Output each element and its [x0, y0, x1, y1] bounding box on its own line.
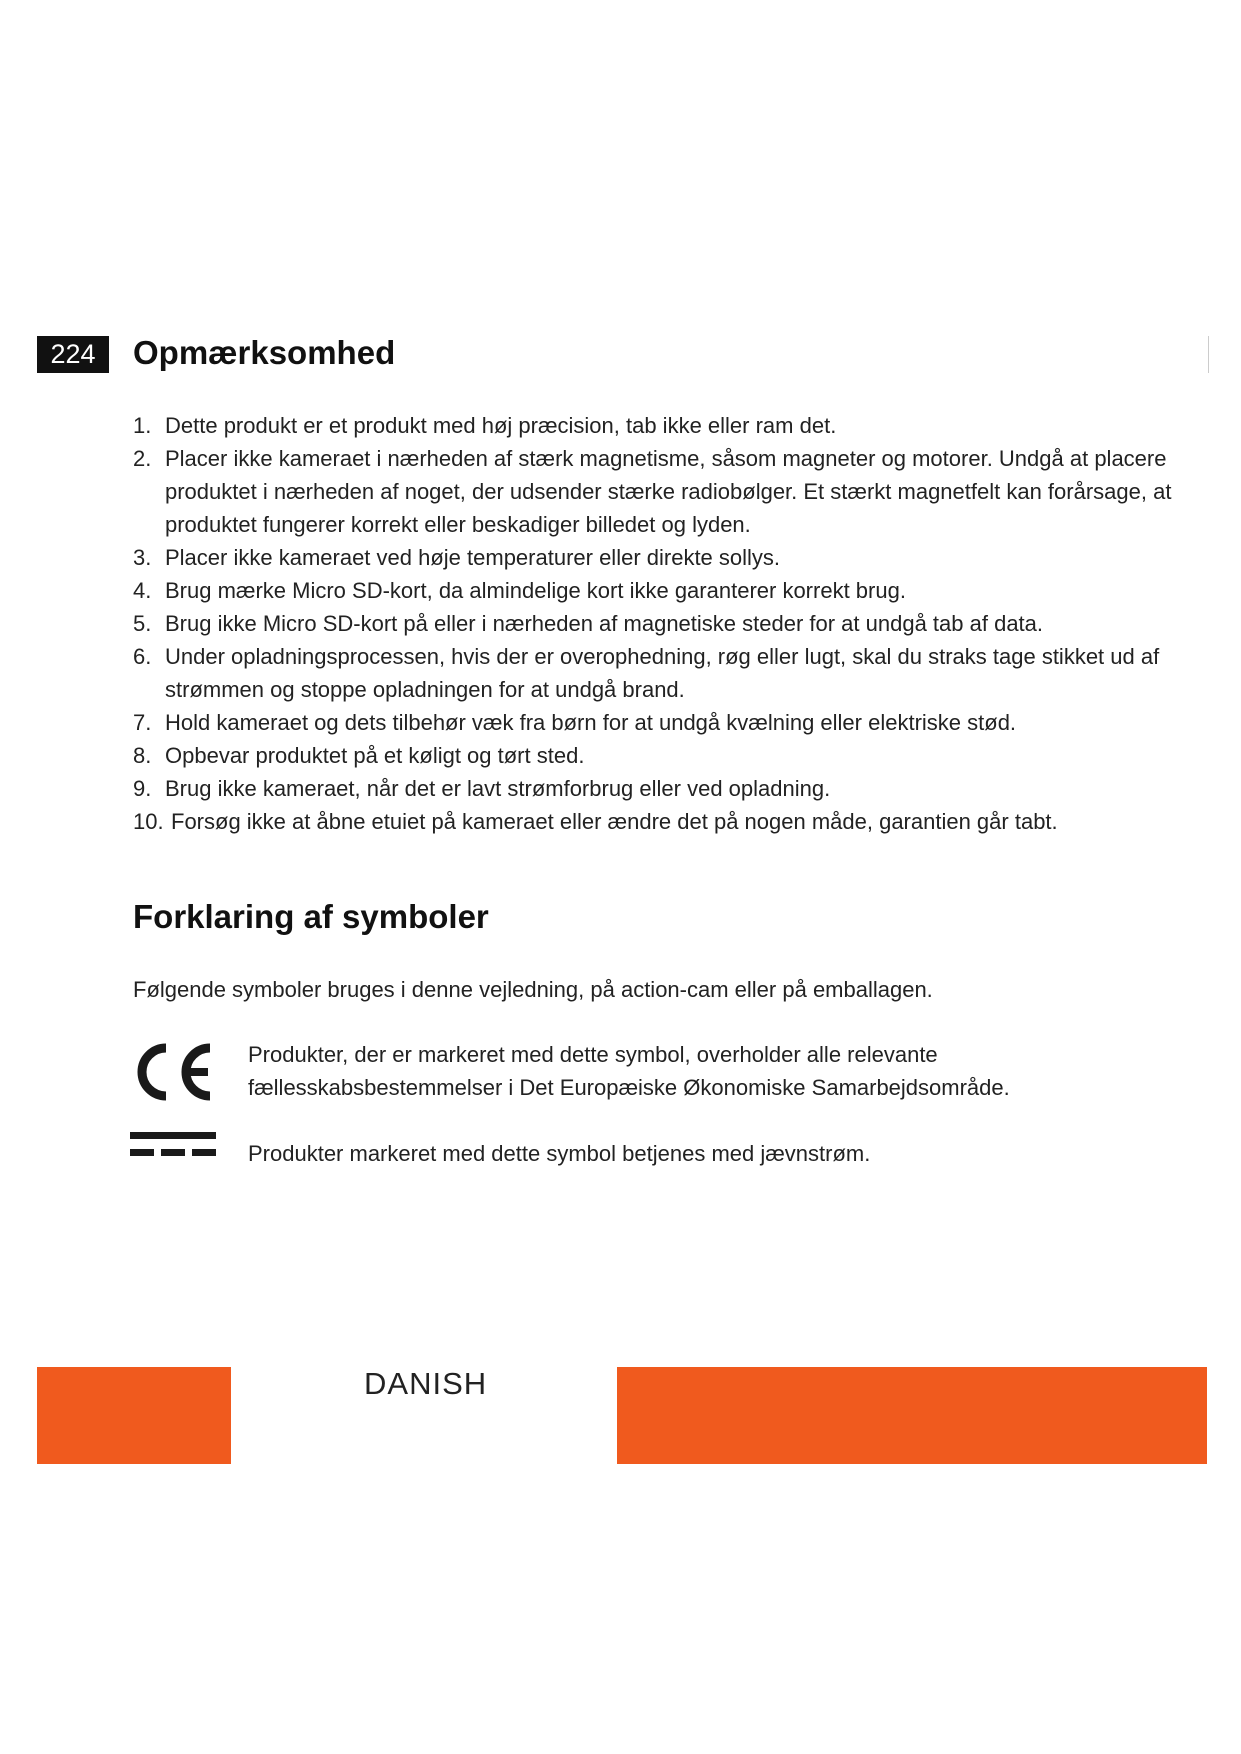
list-item: [133, 805, 1173, 838]
list-item-text: Placer ikke kameraet ved høje temperaturer eller direkte sollys.: [165, 545, 781, 570]
list-item-text: Placer ikke kameraet i nærheden af stærk magnetisme, såsom magneter og motorer. Undgå at placere produktet i nærheden af noget, der udsender stærke radiobølger. Et stærkt magnetfelt kan forårsage, at produktet fungerer korrekt eller beskadiger billedet og lyden.: [165, 446, 1172, 537]
list-item-number: 2.: [133, 446, 152, 471]
list-item: [133, 574, 1173, 607]
list-item-text: Hold kameraet og dets tilbehør væk fra børn for at undgå kvælning eller elektriske stød.: [165, 710, 1017, 735]
ce-c-shape: [142, 1048, 166, 1096]
page-number: 224: [37, 336, 109, 373]
footer-language-label: DANISH: [364, 1366, 488, 1401]
list-item-number: 8.: [133, 743, 152, 768]
list-item-text: Brug mærke Micro SD-kort, da almindelige kort ikke garanterer korrekt brug.: [165, 578, 906, 603]
dc-description: Produkter markeret med dette symbol betjenes med jævnstrøm.: [248, 1141, 871, 1166]
ce-e-bar: [186, 1068, 208, 1076]
list-item: [133, 442, 1173, 541]
list-item-text: Forsøg ikke at åbne etuiet på kameraet eller ændre det på nogen måde, garantien går tabt.: [171, 809, 1058, 834]
list-item-number: 6.: [133, 644, 152, 669]
symbols-intro: Følgende symboler bruges i denne vejledning, på action-cam eller på emballagen.: [133, 977, 933, 1002]
list-item: [133, 541, 1173, 574]
list-item-text: Brug ikke Micro SD-kort på eller i nærheden af magnetiske steder for at undgå tab af data.: [165, 611, 1044, 636]
list-item-text: Brug ikke kameraet, når det er lavt strømforbrug eller ved opladning.: [165, 776, 831, 801]
list-item-number: 7.: [133, 710, 152, 735]
list-item-text: Dette produkt er et produkt med høj præcision, tab ikke eller ram det.: [165, 413, 837, 438]
list-item: [133, 739, 1173, 772]
list-item-number: 4.: [133, 578, 152, 603]
dc-dash: [192, 1149, 216, 1156]
dc-solid-line: [130, 1132, 216, 1139]
list-item-number: 3.: [133, 545, 152, 570]
list-item: [133, 409, 1173, 442]
footer-accent-left: [37, 1367, 231, 1464]
direct-current-icon: [130, 1130, 216, 1162]
list-item-number: 9.: [133, 776, 152, 801]
list-item: [133, 640, 1173, 706]
footer-accent-right: [617, 1367, 1207, 1464]
section-title-symbols: Forklaring af symboler: [133, 898, 489, 935]
section-title-attention: Opmærksomhed: [133, 334, 396, 371]
list-item-number: 5.: [133, 611, 152, 636]
list-item-text: Opbevar produktet på et køligt og tørt sted.: [165, 743, 585, 768]
list-item: [133, 772, 1173, 805]
dc-dash: [130, 1149, 154, 1156]
list-item: [133, 706, 1173, 739]
list-item: [133, 607, 1173, 640]
list-item-text: Under opladningsprocessen, hvis der er overophedning, røg eller lugt, skal du straks tage stikket ud af strømmen og stoppe opladningen for at undgå brand.: [165, 644, 1160, 702]
header-divider: [1208, 336, 1209, 373]
ce-mark-description: Produkter, der er markeret med dette symbol, overholder alle relevante fællesskabsbestemmelser i Det Europæiske Økonomiske Samarbejdsområde.: [248, 1042, 1010, 1100]
list-item-number: 1.: [133, 413, 152, 438]
ce-mark-icon: [130, 1040, 216, 1104]
list-item-number: 10.: [133, 809, 164, 834]
dc-dash: [161, 1149, 185, 1156]
precautions-list: [133, 409, 1173, 838]
